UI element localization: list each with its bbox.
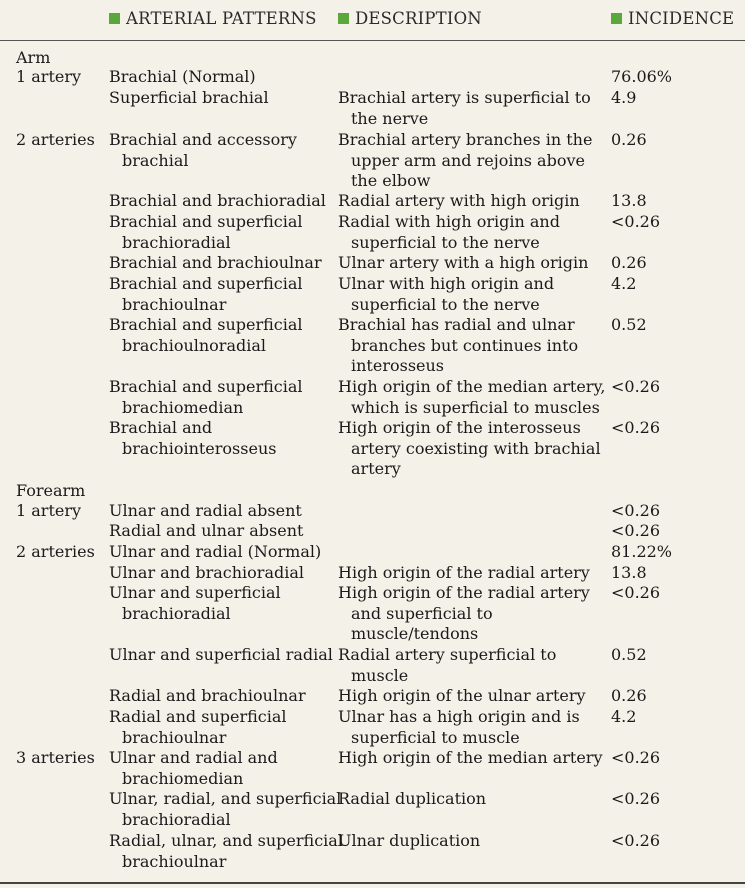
- row-description: High origin of the median artery, which is superficial to muscles: [338, 377, 606, 417]
- green-square-icon: [338, 13, 349, 24]
- row-pattern: Superficial brachial: [109, 88, 269, 107]
- row-incidence: 0.26: [611, 130, 647, 149]
- row-description: High origin of the radial artery: [338, 563, 590, 582]
- row-incidence: <0.26: [611, 748, 661, 767]
- row-description: Ulnar duplication: [338, 831, 481, 850]
- row-pattern: Radial and ulnar absent: [109, 521, 304, 540]
- section-forearm: Forearm: [16, 481, 86, 500]
- row-incidence: <0.26: [611, 377, 661, 396]
- row-description: High origin of the median artery: [338, 748, 603, 767]
- row-pattern: Ulnar and radial absent: [109, 501, 302, 520]
- row-pattern: Ulnar and superficial radial: [109, 645, 333, 664]
- row-incidence: 81.22%: [611, 542, 673, 561]
- row-pattern: Brachial and brachioradial: [109, 191, 326, 210]
- row-incidence: 0.26: [611, 253, 647, 272]
- row-group: 1 artery: [16, 501, 82, 520]
- header-incidence: INCIDENCE: [611, 9, 734, 28]
- table-header: [0, 0, 745, 41]
- row-pattern: Radial, ulnar, and superficial brachioulnar: [109, 831, 343, 871]
- row-description: Ulnar with high origin and superficial to the nerve: [338, 274, 555, 314]
- bottom-rule: [0, 882, 745, 884]
- row-incidence: <0.26: [611, 831, 661, 850]
- row-group: 3 arteries: [16, 748, 95, 767]
- row-description: Radial artery superficial to muscle: [338, 645, 557, 685]
- row-incidence: 76.06%: [611, 67, 673, 86]
- row-incidence: <0.26: [611, 583, 661, 602]
- row-incidence: <0.26: [611, 212, 661, 231]
- row-incidence: 0.52: [611, 645, 647, 664]
- header-description: DESCRIPTION: [338, 9, 482, 28]
- row-incidence: 4.9: [611, 88, 637, 107]
- row-description: Brachial has radial and ulnar branches but continues into interosseus: [338, 315, 579, 376]
- row-pattern: Brachial and brachiointerosseus: [109, 418, 277, 458]
- row-description: High origin of the radial artery and superficial to muscle/tendons: [338, 583, 590, 644]
- row-pattern: Brachial and superficial brachioulnar: [109, 274, 303, 314]
- row-description: Brachial artery branches in the upper arm and rejoins above the elbow: [338, 130, 593, 191]
- row-incidence: <0.26: [611, 521, 661, 540]
- row-pattern: Brachial (Normal): [109, 67, 256, 86]
- row-description: Ulnar artery with a high origin: [338, 253, 589, 272]
- row-description: Radial artery with high origin: [338, 191, 580, 210]
- row-incidence: 13.8: [611, 191, 647, 210]
- row-incidence: 13.8: [611, 563, 647, 582]
- row-incidence: 0.26: [611, 686, 647, 705]
- section-arm: Arm: [16, 48, 51, 67]
- row-pattern: Ulnar, radial, and superficial brachioradial: [109, 789, 342, 829]
- row-description: Ulnar has a high origin and is superficial to muscle: [338, 707, 580, 747]
- row-pattern: Ulnar and brachioradial: [109, 563, 304, 582]
- row-pattern: Brachial and accessory brachial: [109, 130, 297, 170]
- row-pattern: Radial and superficial brachioulnar: [109, 707, 287, 747]
- row-pattern: Radial and brachioulnar: [109, 686, 306, 705]
- row-description: High origin of the ulnar artery: [338, 686, 586, 705]
- row-pattern: Brachial and superficial brachioradial: [109, 212, 303, 252]
- row-incidence: <0.26: [611, 789, 661, 808]
- row-incidence: 4.2: [611, 274, 637, 293]
- header-patterns: ARTERIAL PATTERNS: [109, 9, 317, 28]
- green-square-icon: [611, 13, 622, 24]
- row-incidence: 0.52: [611, 315, 647, 334]
- row-pattern: Brachial and superficial brachioulnoradial: [109, 315, 303, 355]
- row-incidence: <0.26: [611, 418, 661, 437]
- row-incidence: 4.2: [611, 707, 637, 726]
- row-pattern: Ulnar and superficial brachioradial: [109, 583, 281, 623]
- row-description: Radial duplication: [338, 789, 487, 808]
- row-incidence: <0.26: [611, 501, 661, 520]
- row-group: 2 arteries: [16, 130, 95, 149]
- row-group: 1 artery: [16, 67, 82, 86]
- row-description: Brachial artery is superficial to the nerve: [338, 88, 591, 128]
- row-description: High origin of the interosseus artery coexisting with brachial artery: [338, 418, 601, 479]
- row-group: 2 arteries: [16, 542, 95, 561]
- row-pattern: Brachial and brachioulnar: [109, 253, 322, 272]
- row-pattern: Ulnar and radial (Normal): [109, 542, 322, 561]
- row-pattern: Ulnar and radial and brachiomedian: [109, 748, 278, 788]
- row-pattern: Brachial and superficial brachiomedian: [109, 377, 303, 417]
- row-description: Radial with high origin and superficial to the nerve: [338, 212, 560, 252]
- green-square-icon: [109, 13, 120, 24]
